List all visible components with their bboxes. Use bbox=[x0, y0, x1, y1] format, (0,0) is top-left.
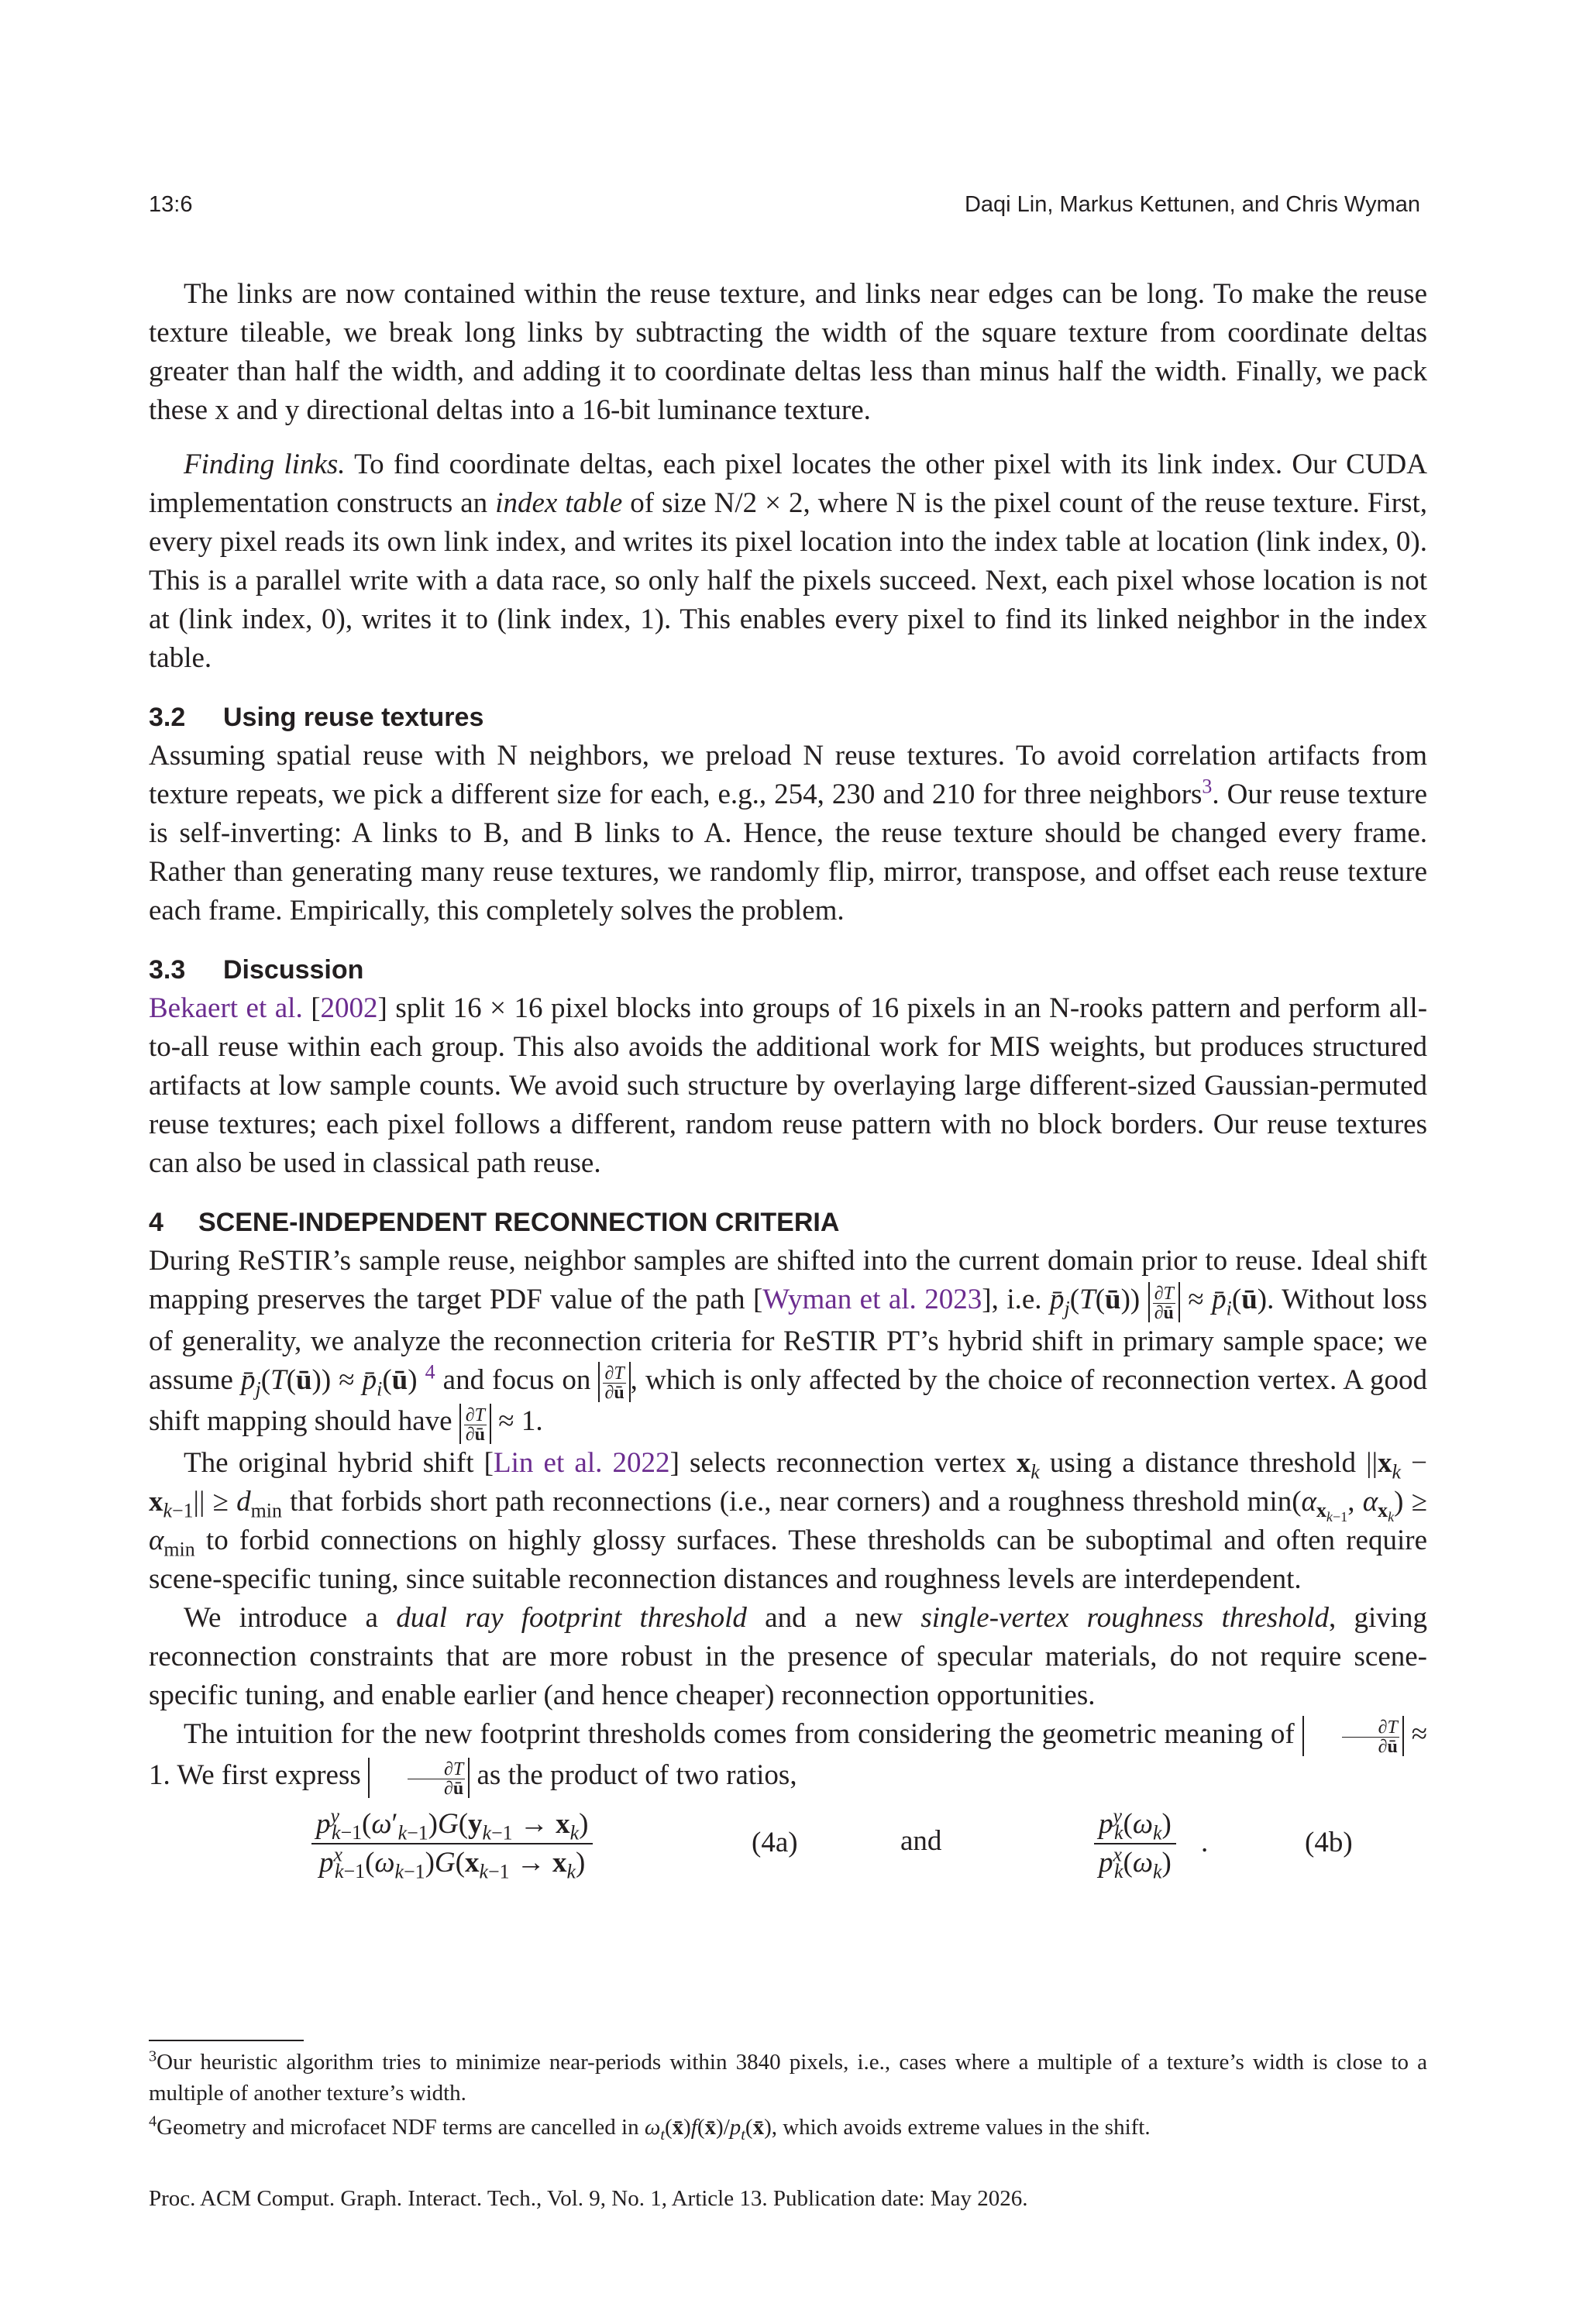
footnote-ref-3[interactable]: 3 bbox=[1202, 775, 1213, 798]
footnote-4-text-a: Geometry and microfacet NDF terms are cancelled in bbox=[157, 2115, 639, 2140]
term-single-vertex: single-vertex roughness threshold bbox=[920, 1601, 1329, 1634]
paragraph-introduce bbox=[149, 1599, 1427, 1715]
page-number: 13:6 bbox=[149, 192, 193, 217]
footnote-3-mark: 3 bbox=[149, 2047, 157, 2065]
math-distance-threshold: $||x_k - x_{k-1}|| \ge d_{min}$ bbox=[149, 1446, 1428, 1521]
cite-bekaert-year[interactable]: 2002 bbox=[320, 992, 378, 1024]
page-footer: Proc. ACM Comput. Graph. Interact. Tech., Vol. 9, No. 1, Article 13. Publication date: May 2026. bbox=[149, 2186, 1028, 2211]
discussion-text: split 16 × 16 pixel blocks into groups of 16 pixels in an N-rooks pattern and perform all-to-all reuse within each group. This also avoids the additional work for MIS weights, but produces structured artifacts at low sample counts. We avoid such structure by overlaying large different-sized Gaussian-permuted reuse textures; each pixel follows a different, random reuse pattern with no block borders. Our reuse textures can also be used in classical path reuse. bbox=[149, 992, 1428, 1179]
equation-label-4a: (4a) bbox=[752, 1826, 798, 1858]
section-4-heading bbox=[149, 1203, 1427, 1242]
footnote-4-text-b: , which avoids extreme values in the shift. bbox=[771, 2115, 1151, 2140]
s4-text-b: ], i.e. bbox=[982, 1284, 1042, 1315]
math-pdf-approx: $p̄_j(T(ū))$ ≈ $p̄_i(ū)$ bbox=[241, 1363, 418, 1400]
finding-text-1: To find coordinate deltas, each pixel locates the other pixel with its link index. Our CUDA implementation constructs an bbox=[149, 449, 1427, 519]
s4-p2-b: ] selects reconnection vertex bbox=[669, 1446, 1006, 1479]
main-text bbox=[149, 275, 1427, 1893]
s4-p3-c: , giving reconnection constraints that are more robust in the presence of specular materials, do not require scene-specific tuning, and enable earlier (and hence cheaper) reconnection opportunities. bbox=[149, 1601, 1428, 1711]
paragraph-restir-reuse bbox=[149, 1242, 1427, 1444]
s4-p4-a: The intuition for the new footprint thresholds comes from considering the geometric meaning of bbox=[184, 1717, 1295, 1750]
section-title: Using reuse textures bbox=[223, 703, 484, 732]
math-jacobian-approx: $\frac{\partial T}{\partial ū}$ ≈ 1 bbox=[149, 1718, 1427, 1792]
cite-bekaert[interactable]: Bekaert et al. bbox=[149, 992, 303, 1024]
s4-p2-e: to forbid connections on highly glossy surfaces. These thresholds can be suboptimal and often require scene-specific tuning, since suitable reconnection distances and roughness levels are interdependent. bbox=[149, 1524, 1428, 1595]
section-number: 4 bbox=[149, 1208, 163, 1237]
section-3-3-heading bbox=[149, 951, 1427, 989]
running-header bbox=[149, 192, 1420, 223]
header-authors: Daqi Lin, Markus Kettunen, and Chris Wyman bbox=[964, 192, 1420, 217]
math-target-pdf-eq: $p̄_j(T(ū))$ $\frac{\partial T}{\partial ū}$ ≈ $p̄_i(ū)$ bbox=[1050, 1284, 1267, 1315]
footnote-4-mark: 4 bbox=[149, 2113, 157, 2130]
math-jacobian-2: $\frac{\partial T}{\partial ū}$ bbox=[368, 1758, 470, 1798]
paragraph-using-reuse bbox=[149, 737, 1427, 930]
s4-p2-c: using a distance threshold bbox=[1049, 1446, 1356, 1479]
equation-period: . bbox=[1201, 1826, 1209, 1858]
footnote-rule bbox=[149, 2040, 304, 2041]
s4-p4-c: as the product of two ratios, bbox=[477, 1759, 797, 1792]
paragraph-discussion: Bekaert et al. [2002] split 16 × 16 pixel blocks into groups of 16 pixels in an N-rooks pattern and perform all-to-all reuse within each group. This also avoids the additional work for MIS weights, but produces structured artifacts at low sample counts. We avoid such structure by overlaying large different-sized Gaussian-permuted reuse textures; each pixel follows a different, random reuse pattern with no block borders. Our reuse textures can also be used in classical path reuse. bbox=[149, 992, 1428, 1179]
s4-p2-d: that forbids short path reconnections (i.e., near corners) and a roughness threshold bbox=[290, 1485, 1240, 1518]
s4-text-e: , which is only affected by the choice of reconnection vertex. A good shift mapping should have bbox=[149, 1363, 1428, 1438]
paragraph-hybrid-shift bbox=[149, 1444, 1427, 1599]
math-xk: $x_k$ bbox=[1016, 1446, 1040, 1483]
equation-4b-fraction: $p^y_k(\omega_k)$ $p^x_k(\omega_k)$ bbox=[1094, 1806, 1176, 1882]
math-jacobian-approx-one: $\frac{\partial T}{\partial ū}$ ≈ 1. bbox=[459, 1405, 543, 1437]
equation-4a-fraction: $p^y_{k-1}(\omega'_{k-1})G(y_{k-1} \to x_k)$ $p^x_{k-1}(\omega_{k-1})G(x_{k-1} \to x_k)$ bbox=[311, 1806, 593, 1882]
math-footnote-4: $\omega_t(x̄)f(x̄)/p_t(x̄)$ bbox=[644, 2115, 772, 2144]
section-number: 3.3 bbox=[149, 955, 186, 985]
s4-p2-a: The original hybrid shift [ bbox=[184, 1446, 494, 1479]
section-number: 3.2 bbox=[149, 703, 186, 732]
footnote-ref-4[interactable]: 4 bbox=[425, 1360, 435, 1384]
s4-text-d: and focus on bbox=[442, 1363, 591, 1396]
equation-label-4b: (4b) bbox=[1305, 1826, 1353, 1858]
s4-p3-a: We introduce a bbox=[184, 1601, 378, 1634]
section-title: SCENE-INDEPENDENT RECONNECTION CRITERIA bbox=[198, 1208, 840, 1237]
s4-text-a: During ReSTIR’s sample reuse, neighbor samples are shifted into the current domain prior to reuse. Ideal shift mapping preserves the target PDF value of the path [ bbox=[149, 1245, 1427, 1315]
cite-lin-2022[interactable]: Lin et al. 2022 bbox=[494, 1446, 670, 1479]
section-title: Discussion bbox=[223, 955, 364, 985]
footnote-3 bbox=[149, 2047, 1427, 2109]
finding-links-title: Finding links. bbox=[184, 449, 346, 480]
math-jacobian: $\frac{\partial T}{\partial ū}$ bbox=[598, 1362, 630, 1402]
footnote-3-text: Our heuristic algorithm tries to minimize near-periods within 3840 pixels, i.e., cases where a multiple of a texture’s width is close to a multiple of another texture’s width. bbox=[149, 2050, 1427, 2106]
equation-conjunction: and bbox=[900, 1824, 942, 1857]
cite-wyman-2023[interactable]: Wyman et al. 2023 bbox=[762, 1284, 982, 1315]
s4-text-c: . Without loss of generality, we analyze the reconnection criteria for ReSTIR PT’s hybrid shift in primary sample space; we assume bbox=[149, 1284, 1428, 1396]
footnote-4 bbox=[149, 2112, 1427, 2143]
equation-4 bbox=[149, 1801, 1427, 1893]
finding-text-2: of size N/2 × 2, where N is the pixel count of the reuse texture. First, every pixel reads its own link index, and writes its pixel location into the index table at location (link index, 0). This is a parallel write with a data race, so only half the pixels succeed. Next, each pixel whose location is not at (link index, 0), writes it to (link index, 1). This enables every pixel to find its linked neighbor in the index table. bbox=[149, 487, 1428, 674]
paragraph-intuition bbox=[149, 1715, 1427, 1798]
section-3-2-heading bbox=[149, 698, 1427, 737]
math-roughness-threshold: $\min(\alpha_{x_{k-1}}$, $\alpha_{x_k}) \ge \alpha_{min}$ bbox=[149, 1485, 1427, 1560]
reuse-text-2: . Our reuse texture is self-inverting: A links to B, and B links to A. Hence, the reuse texture should be changed every frame. Rather than generating many reuse textures, we randomly flip, mirror, transpose, and offset each reuse texture each frame. Empirically, this completely solves the problem. bbox=[149, 779, 1427, 927]
s4-p4-b: . We first express bbox=[163, 1759, 361, 1792]
paragraph-links-tileable: The links are now contained within the reuse texture, and links near edges can be long. To make the reuse texture tileable, we break long links by subtracting the width of the square texture from coordinate deltas greater than half the width, and adding it to coordinate deltas less than minus half the width. Finally, we pack these x and y directional deltas into a 16-bit luminance texture. bbox=[149, 278, 1427, 426]
s4-p3-b: and a new bbox=[765, 1601, 903, 1634]
index-table-term: index table bbox=[495, 487, 623, 519]
paragraph-finding-links bbox=[149, 445, 1427, 678]
reuse-text-1: Assuming spatial reuse with N neighbors, we preload N reuse textures. To avoid correlation artifacts from texture repeats, we pick a different size for each, e.g., 254, 230 and 210 for three neighbors bbox=[149, 740, 1427, 810]
term-dual-footprint: dual ray footprint threshold bbox=[396, 1601, 747, 1634]
